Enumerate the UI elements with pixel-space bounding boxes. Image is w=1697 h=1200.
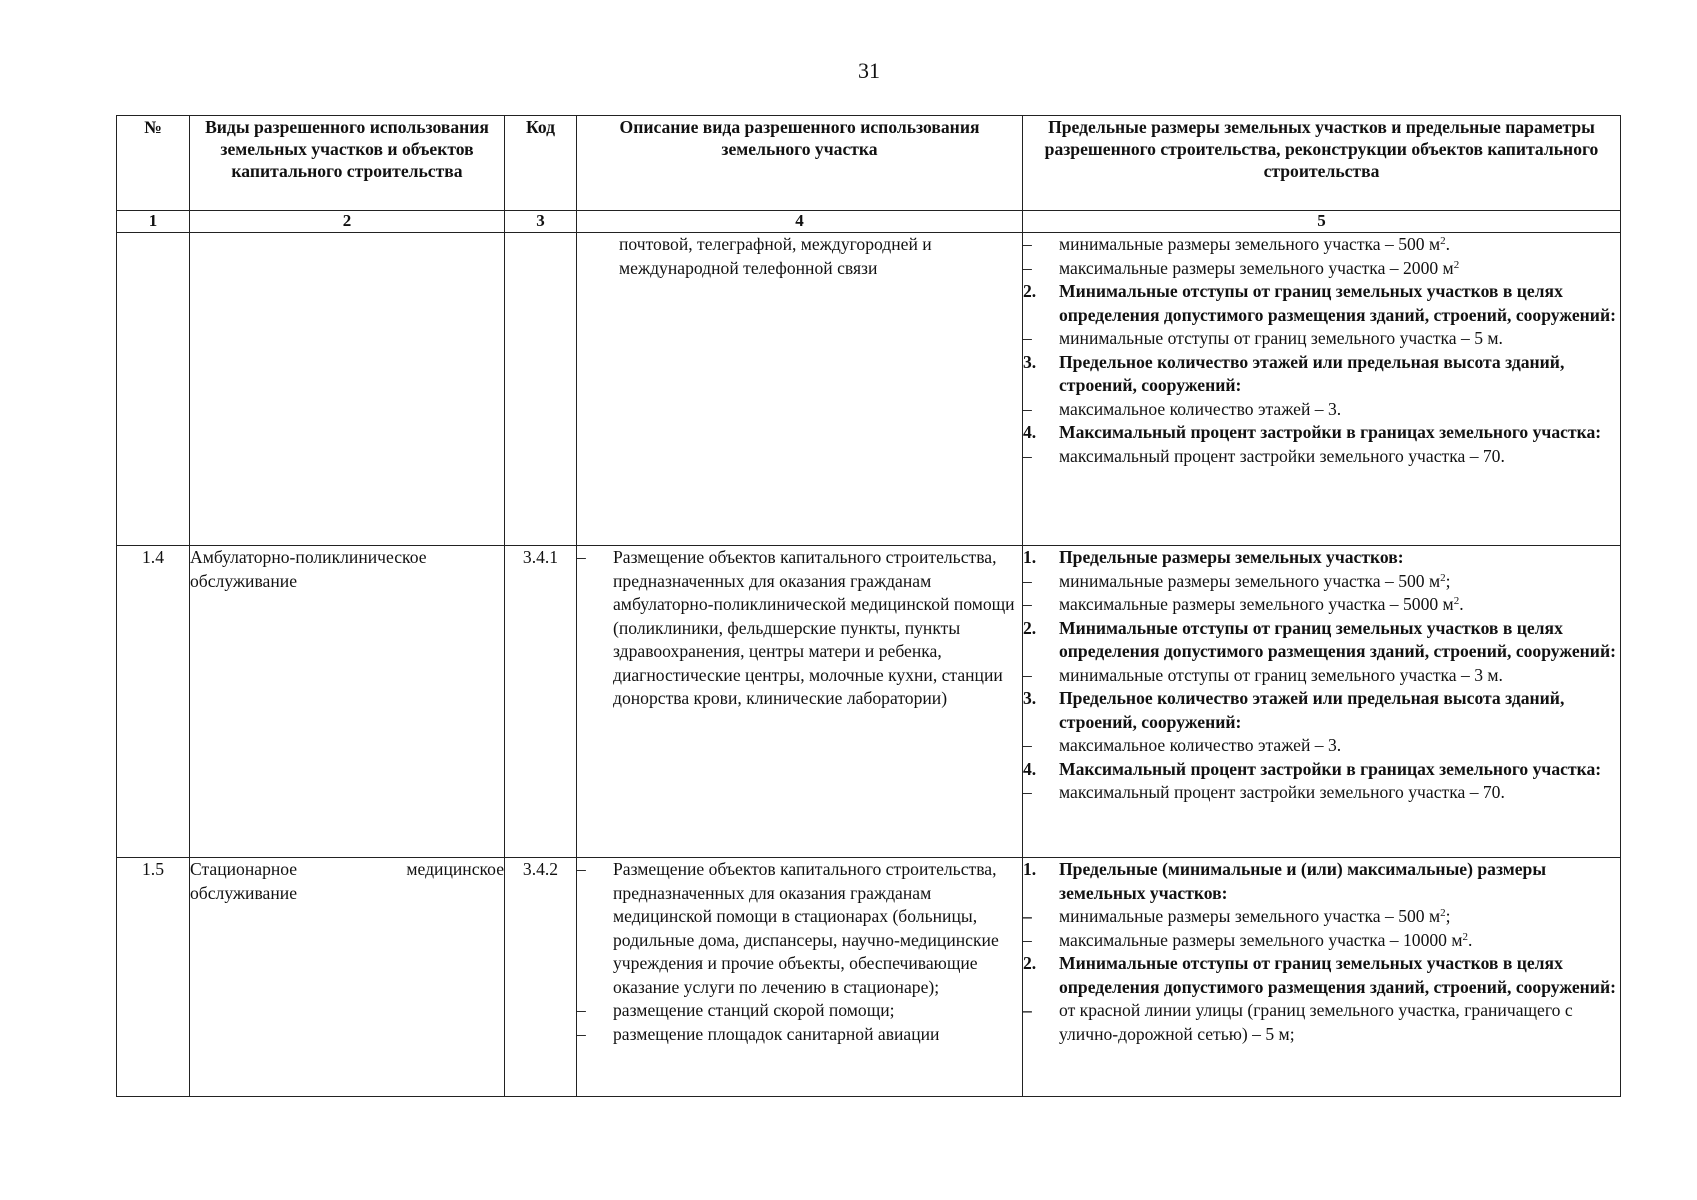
row-parameters: [1023, 233, 1621, 546]
dash-marker: –: [1023, 906, 1032, 926]
param-text: максимальный процент застройки земельного участка – 70.: [1059, 782, 1505, 802]
param-item: [1023, 999, 1620, 1046]
dash-marker: –: [1023, 929, 1032, 950]
header-code: Код: [505, 116, 577, 211]
param-heading-text: Минимальные отступы от границ земельных участков в целях определения допустимого размещения зданий, строений, сооружений:: [1059, 281, 1616, 325]
param-heading: [1023, 546, 1620, 570]
param-heading: [1023, 421, 1620, 445]
use-type-line: Стационарное медицинское: [190, 859, 504, 879]
description-item: [577, 546, 1022, 711]
param-heading-text: Предельное количество этажей или предельная высота зданий, строений, сооружений:: [1059, 351, 1565, 395]
dash-marker: –: [577, 1000, 586, 1020]
param-text: минимальные отступы от границ земельного участка – 3 м.: [1059, 664, 1503, 685]
param-heading-text: Предельное количество этажей или предельная высота зданий, строений, сооружений:: [1059, 688, 1565, 732]
dash-marker: –: [1023, 594, 1032, 614]
dash-marker: –: [1023, 398, 1032, 419]
row-use-type: [190, 233, 505, 546]
number-marker: 3.: [1023, 688, 1037, 708]
header-parameters: Предельные размеры земельных участков и предельные параметры разрешенного строительства, реконструкции объектов капитального строительства: [1023, 116, 1621, 211]
param-item: [1023, 781, 1620, 805]
description-item: [577, 1023, 1022, 1047]
dash-marker: –: [1023, 328, 1032, 348]
param-text: от красной линии улицы (границ земельного участка, граничащего с улично-дорожной сетью) – 5 м;: [1059, 1000, 1573, 1044]
param-text: максимальные размеры земельного участка – 10000 $м^2$.: [1059, 929, 1473, 950]
param-text: минимальные отступы от границ земельного участка – 5 м.: [1059, 328, 1503, 348]
param-text: максимальный процент застройки земельного участка – 70.: [1059, 445, 1505, 466]
param-item: [1023, 445, 1620, 469]
use-type-line: обслуживание: [190, 882, 297, 903]
row-use-type: Амбулаторно-поликлиническое обслуживание: [190, 546, 505, 858]
param-heading: [1023, 758, 1620, 782]
param-item: [1023, 570, 1620, 594]
table-row: [117, 546, 1621, 858]
row-number: [117, 233, 190, 546]
column-number: 2: [190, 211, 505, 233]
param-item: [1023, 257, 1620, 281]
row-parameters: [1023, 858, 1621, 1097]
param-item: [1023, 593, 1620, 617]
dash-marker: –: [577, 859, 586, 879]
param-heading: [1023, 351, 1620, 398]
row-code: 3.4.1: [505, 546, 577, 858]
number-marker: 1.: [1023, 859, 1037, 879]
description-text: Размещение объектов капитального строительства, предназначенных для оказания гражданам амбулаторно-поликлинической медицинской помощи (поликлиники, фельдшерские пункты, пункты здравоохранения, центры матери и ребенка, диагностические центры, молочные кухни, станции донорства крови, клинические лаборатории): [613, 547, 1015, 708]
description-text: размещение площадок санитарной авиации: [613, 1023, 940, 1044]
param-item: [1023, 664, 1620, 688]
dash-marker: –: [1023, 782, 1032, 802]
param-heading-text: Максимальный процент застройки в границах земельного участка:: [1059, 422, 1602, 442]
description-item: [577, 999, 1022, 1023]
param-text: максимальное количество этажей – 3.: [1059, 735, 1342, 755]
param-item: [1023, 327, 1620, 351]
param-item: [1023, 905, 1620, 929]
param-heading: [1023, 280, 1620, 327]
number-marker: 4.: [1023, 758, 1037, 779]
row-code: 3.4.2: [505, 858, 577, 1097]
number-marker: 3.: [1023, 351, 1037, 372]
param-heading: [1023, 687, 1620, 734]
dash-marker: –: [1023, 445, 1032, 466]
table-row: [117, 233, 1621, 546]
param-text: максимальные размеры земельного участка – 2000 $м^2$: [1059, 257, 1460, 278]
param-heading-text: Предельные размеры земельных участков:: [1059, 547, 1404, 567]
header-name: Виды разрешенного использования земельных участков и объектов капитального строительства: [190, 116, 505, 211]
param-text: минимальные размеры земельного участка – 500 $м^2$;: [1059, 906, 1451, 926]
row-description: [577, 546, 1023, 858]
param-heading: [1023, 617, 1620, 664]
row-code: [505, 233, 577, 546]
row-number: 1.4: [117, 546, 190, 858]
description-text: почтовой, телеграфной, междугородней и международной телефонной связи: [619, 234, 932, 278]
dash-marker: –: [1023, 257, 1032, 278]
dash-marker: –: [577, 547, 586, 567]
param-text: минимальные размеры земельного участка – 500 $м^2$.: [1059, 234, 1451, 254]
table-header-row: [117, 116, 1621, 211]
row-number: 1.5: [117, 858, 190, 1097]
column-number: 5: [1023, 211, 1621, 233]
param-text: максимальное количество этажей – 3.: [1059, 398, 1342, 419]
dash-marker: –: [577, 1023, 586, 1044]
dash-marker: –: [1023, 1000, 1032, 1020]
param-heading-text: Максимальный процент застройки в границах земельного участка:: [1059, 758, 1602, 779]
number-marker: 2.: [1023, 617, 1037, 638]
number-marker: 1.: [1023, 547, 1037, 567]
number-marker: 2.: [1023, 953, 1037, 973]
dash-marker: –: [1023, 234, 1032, 254]
dash-marker: –: [1023, 735, 1032, 755]
page-number: 31: [858, 58, 880, 83]
number-marker: 4.: [1023, 422, 1037, 442]
column-number-row: [117, 211, 1621, 233]
row-use-type: [190, 858, 505, 1097]
description-text: Размещение объектов капитального строительства, предназначенных для оказания гражданам медицинской помощи в стационарах (больницы, родильные дома, диспансеры, научно-медицинские учреждения и прочие объекты, обеспечивающие оказание услуги по лечению в стационаре);: [613, 859, 999, 997]
param-item: [1023, 233, 1620, 257]
column-number: 4: [577, 211, 1023, 233]
description-item: [577, 858, 1022, 999]
param-heading: [1023, 952, 1620, 999]
column-number: 1: [117, 211, 190, 233]
row-parameters: [1023, 546, 1621, 858]
number-marker: 2.: [1023, 281, 1037, 301]
param-item: [1023, 734, 1620, 758]
param-item: [1023, 929, 1620, 953]
description-text: размещение станций скорой помощи;: [613, 1000, 895, 1020]
row-description: [577, 233, 1023, 546]
param-heading: [1023, 858, 1620, 905]
header-no: №: [117, 116, 190, 211]
dash-marker: –: [1023, 570, 1032, 591]
column-number: 3: [505, 211, 577, 233]
header-description: Описание вида разрешенного использования земельного участка: [577, 116, 1023, 211]
param-heading-text: Предельные (минимальные и (или) максимальные) размеры земельных участков:: [1059, 859, 1547, 903]
dash-marker: –: [1023, 664, 1032, 685]
param-item: [1023, 398, 1620, 422]
param-text: минимальные размеры земельного участка – 500 $м^2$;: [1059, 570, 1451, 591]
table-row: [117, 858, 1621, 1097]
row-description: [577, 858, 1023, 1097]
param-heading-text: Минимальные отступы от границ земельных участков в целях определения допустимого размещения зданий, строений, сооружений:: [1059, 953, 1616, 997]
param-text: максимальные размеры земельного участка – 5000 $м^2$.: [1059, 594, 1464, 614]
param-heading-text: Минимальные отступы от границ земельных участков в целях определения допустимого размещения зданий, строений, сооружений:: [1059, 617, 1616, 661]
land-use-table: [116, 115, 1621, 1097]
